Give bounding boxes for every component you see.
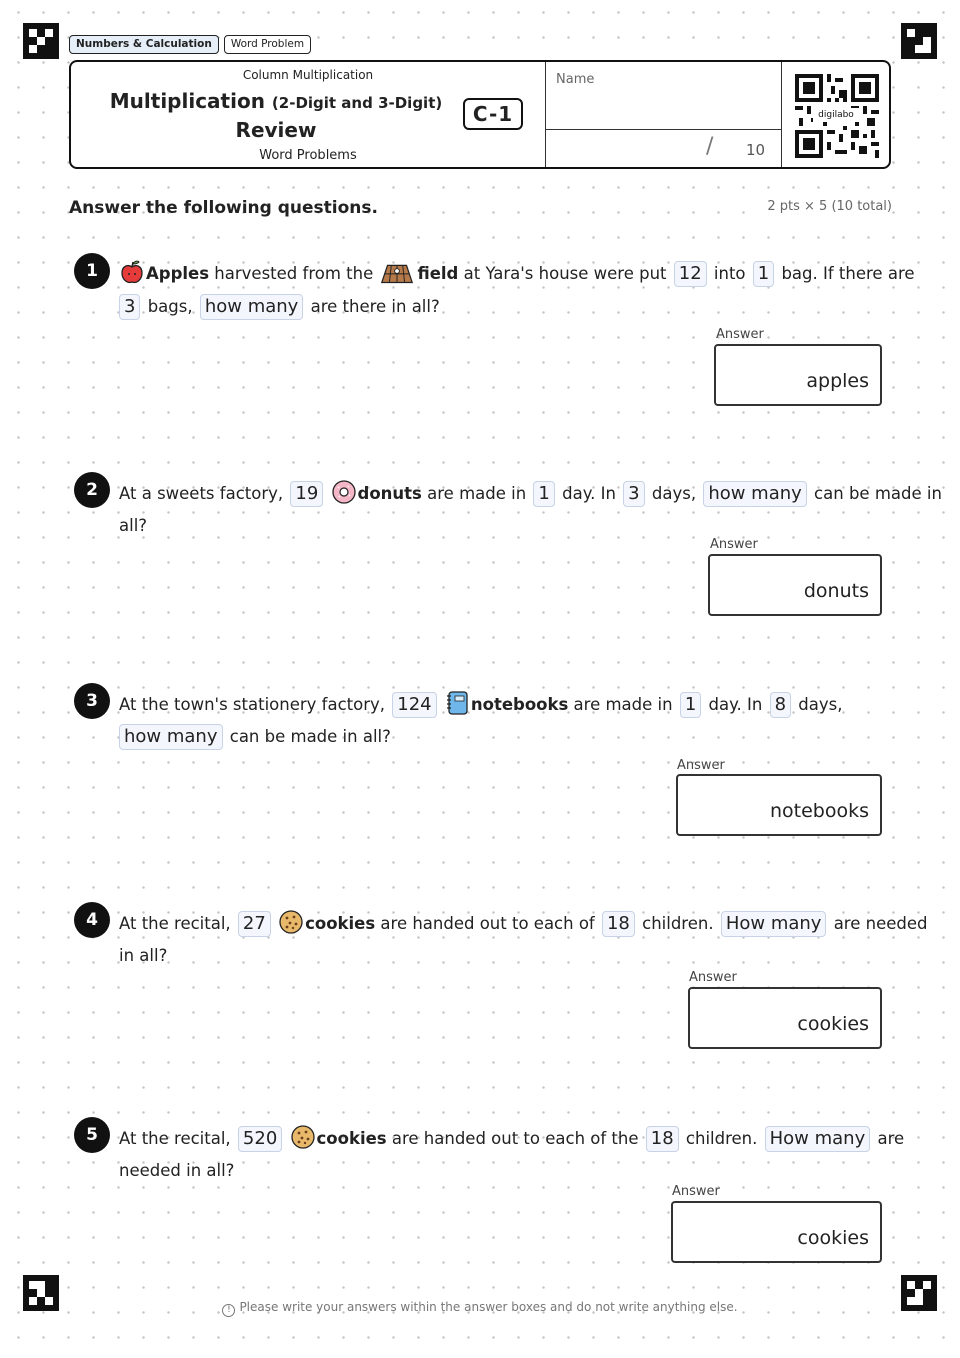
q5-text: are handed out to each of the bbox=[386, 1129, 644, 1148]
question-5-line-1 bbox=[119, 1124, 904, 1152]
question-2-line-1 bbox=[119, 479, 942, 507]
notebook-icon bbox=[444, 690, 470, 716]
number-box: 124 bbox=[392, 692, 436, 718]
question-number: 1 bbox=[74, 253, 110, 289]
answer-unit: donuts bbox=[803, 580, 869, 602]
number-box: 520 bbox=[238, 1126, 282, 1152]
score-total: 10 bbox=[746, 141, 766, 159]
answer-unit: cookies bbox=[797, 1013, 869, 1035]
number-box: 8 bbox=[770, 692, 791, 718]
corner-marker-top-right bbox=[901, 23, 937, 59]
question-4-line-2 bbox=[119, 944, 167, 968]
q5-text: children. bbox=[680, 1129, 763, 1148]
how-many-box: how many bbox=[119, 724, 223, 750]
q5-keyword-cookies: cookies bbox=[316, 1129, 387, 1148]
question-2-line-2 bbox=[119, 514, 147, 538]
q1-keyword-apples: Apples bbox=[146, 264, 210, 283]
question-number: 3 bbox=[74, 683, 110, 719]
points-info: 2 pts × 5 (10 total) bbox=[767, 199, 892, 214]
worksheet-code: C-1 bbox=[463, 98, 523, 130]
q2-text: At a sweets factory, bbox=[119, 484, 289, 503]
q3-text: At the town's stationery factory, bbox=[119, 695, 391, 714]
q5-text: needed in all? bbox=[119, 1161, 235, 1180]
footer-note bbox=[0, 1300, 960, 1317]
worksheet-header bbox=[69, 60, 891, 169]
question-number: 2 bbox=[74, 472, 110, 508]
number-box: 3 bbox=[119, 294, 140, 320]
score-slash: / bbox=[706, 134, 714, 159]
tag-type: Word Problem bbox=[224, 35, 311, 54]
answer-unit: notebooks bbox=[769, 800, 869, 822]
title-main: Multiplication bbox=[109, 89, 265, 113]
number-box: 1 bbox=[680, 692, 701, 718]
apple-icon bbox=[119, 259, 145, 285]
field-icon bbox=[378, 259, 416, 285]
corner-marker-top-left bbox=[23, 23, 59, 59]
topic-label: Column Multiplication bbox=[242, 68, 374, 82]
q2-keyword-donuts: donuts bbox=[357, 484, 422, 503]
title-sub: (2-Digit and 3-Digit) bbox=[271, 94, 443, 112]
q3-text: can be made in all? bbox=[224, 727, 391, 746]
q2-text: days, bbox=[646, 484, 702, 503]
q2-text: all? bbox=[119, 516, 148, 535]
answer-box-2[interactable] bbox=[708, 554, 882, 616]
q3-text: day. In bbox=[703, 695, 768, 714]
q4-text: are handed out to each of bbox=[375, 914, 600, 933]
q4-text: At the recital, bbox=[119, 914, 236, 933]
answer-label: Answer bbox=[672, 1184, 720, 1199]
cookie-icon bbox=[278, 909, 304, 935]
q3-keyword-notebooks: notebooks bbox=[470, 695, 569, 714]
how-many-box: How many bbox=[721, 911, 827, 937]
answer-box-4[interactable] bbox=[688, 987, 882, 1049]
q1-text: into bbox=[708, 264, 751, 283]
answer-label: Answer bbox=[677, 758, 725, 773]
question-3-line-2 bbox=[119, 724, 391, 750]
q1-text: harvested from the bbox=[209, 264, 379, 283]
question-number: 5 bbox=[74, 1117, 110, 1153]
page-title bbox=[71, 88, 481, 144]
question-3-line-1 bbox=[119, 690, 842, 718]
answer-unit: apples bbox=[806, 370, 869, 392]
qr-brand-text: digilabo bbox=[813, 108, 859, 122]
q4-text: children. bbox=[636, 914, 719, 933]
q5-text: At the recital, bbox=[119, 1129, 236, 1148]
number-box: 27 bbox=[238, 911, 271, 937]
q1-text: bag. If there are bbox=[776, 264, 915, 283]
q1-keyword-field: field bbox=[417, 264, 459, 283]
q4-text: in all? bbox=[119, 946, 168, 965]
q2-text: are made in bbox=[421, 484, 532, 503]
title-line2: Review bbox=[235, 118, 317, 142]
q1-text: at Yara's house were put bbox=[458, 264, 672, 283]
question-1-line-1 bbox=[119, 259, 915, 287]
q2-text: day. In bbox=[556, 484, 622, 503]
q4-text: are needed bbox=[828, 914, 928, 933]
how-many-box: How many bbox=[765, 1126, 871, 1152]
qr-section bbox=[781, 62, 891, 169]
number-box: 1 bbox=[533, 481, 554, 507]
q5-text: are bbox=[872, 1129, 905, 1148]
number-box: 18 bbox=[646, 1126, 679, 1152]
cookie-icon bbox=[290, 1124, 316, 1150]
number-box: 12 bbox=[674, 261, 707, 287]
number-box: 1 bbox=[753, 261, 774, 287]
answer-label: Answer bbox=[716, 327, 764, 342]
question-5-line-2 bbox=[119, 1159, 234, 1183]
answer-label: Answer bbox=[710, 537, 758, 552]
footer-text: Please write your answers within the answer boxes and do not write anything else. bbox=[239, 1300, 738, 1314]
how-many-box: how many bbox=[703, 481, 807, 507]
question-4-line-1 bbox=[119, 909, 928, 937]
number-box: 3 bbox=[623, 481, 644, 507]
question-1-line-2 bbox=[119, 294, 440, 320]
q1-text: bags, bbox=[142, 297, 198, 316]
tag-category: Numbers & Calculation bbox=[69, 35, 219, 54]
instructions: Answer the following questions. bbox=[69, 198, 378, 218]
subtopic-label: Word Problems bbox=[259, 148, 357, 163]
q2-text: can be made in bbox=[808, 484, 942, 503]
answer-box-3[interactable] bbox=[676, 774, 882, 836]
q3-text: are made in bbox=[568, 695, 678, 714]
answer-label: Answer bbox=[689, 970, 737, 985]
donut-icon bbox=[331, 479, 357, 505]
answer-box-1[interactable] bbox=[714, 344, 882, 406]
answer-box-5[interactable] bbox=[671, 1201, 882, 1263]
q4-keyword-cookies: cookies bbox=[305, 914, 376, 933]
name-label: Name bbox=[556, 72, 595, 87]
q3-text: days, bbox=[793, 695, 843, 714]
info-icon: ! bbox=[222, 1304, 235, 1317]
how-many-box: how many bbox=[200, 294, 304, 320]
name-field[interactable] bbox=[545, 62, 781, 130]
q1-text: are there in all? bbox=[305, 297, 440, 316]
category-tags bbox=[69, 35, 311, 54]
question-number: 4 bbox=[74, 902, 110, 938]
answer-unit: cookies bbox=[797, 1227, 869, 1249]
number-box: 18 bbox=[602, 911, 635, 937]
score-field bbox=[545, 130, 781, 169]
number-box: 19 bbox=[290, 481, 323, 507]
title-section bbox=[71, 62, 545, 167]
